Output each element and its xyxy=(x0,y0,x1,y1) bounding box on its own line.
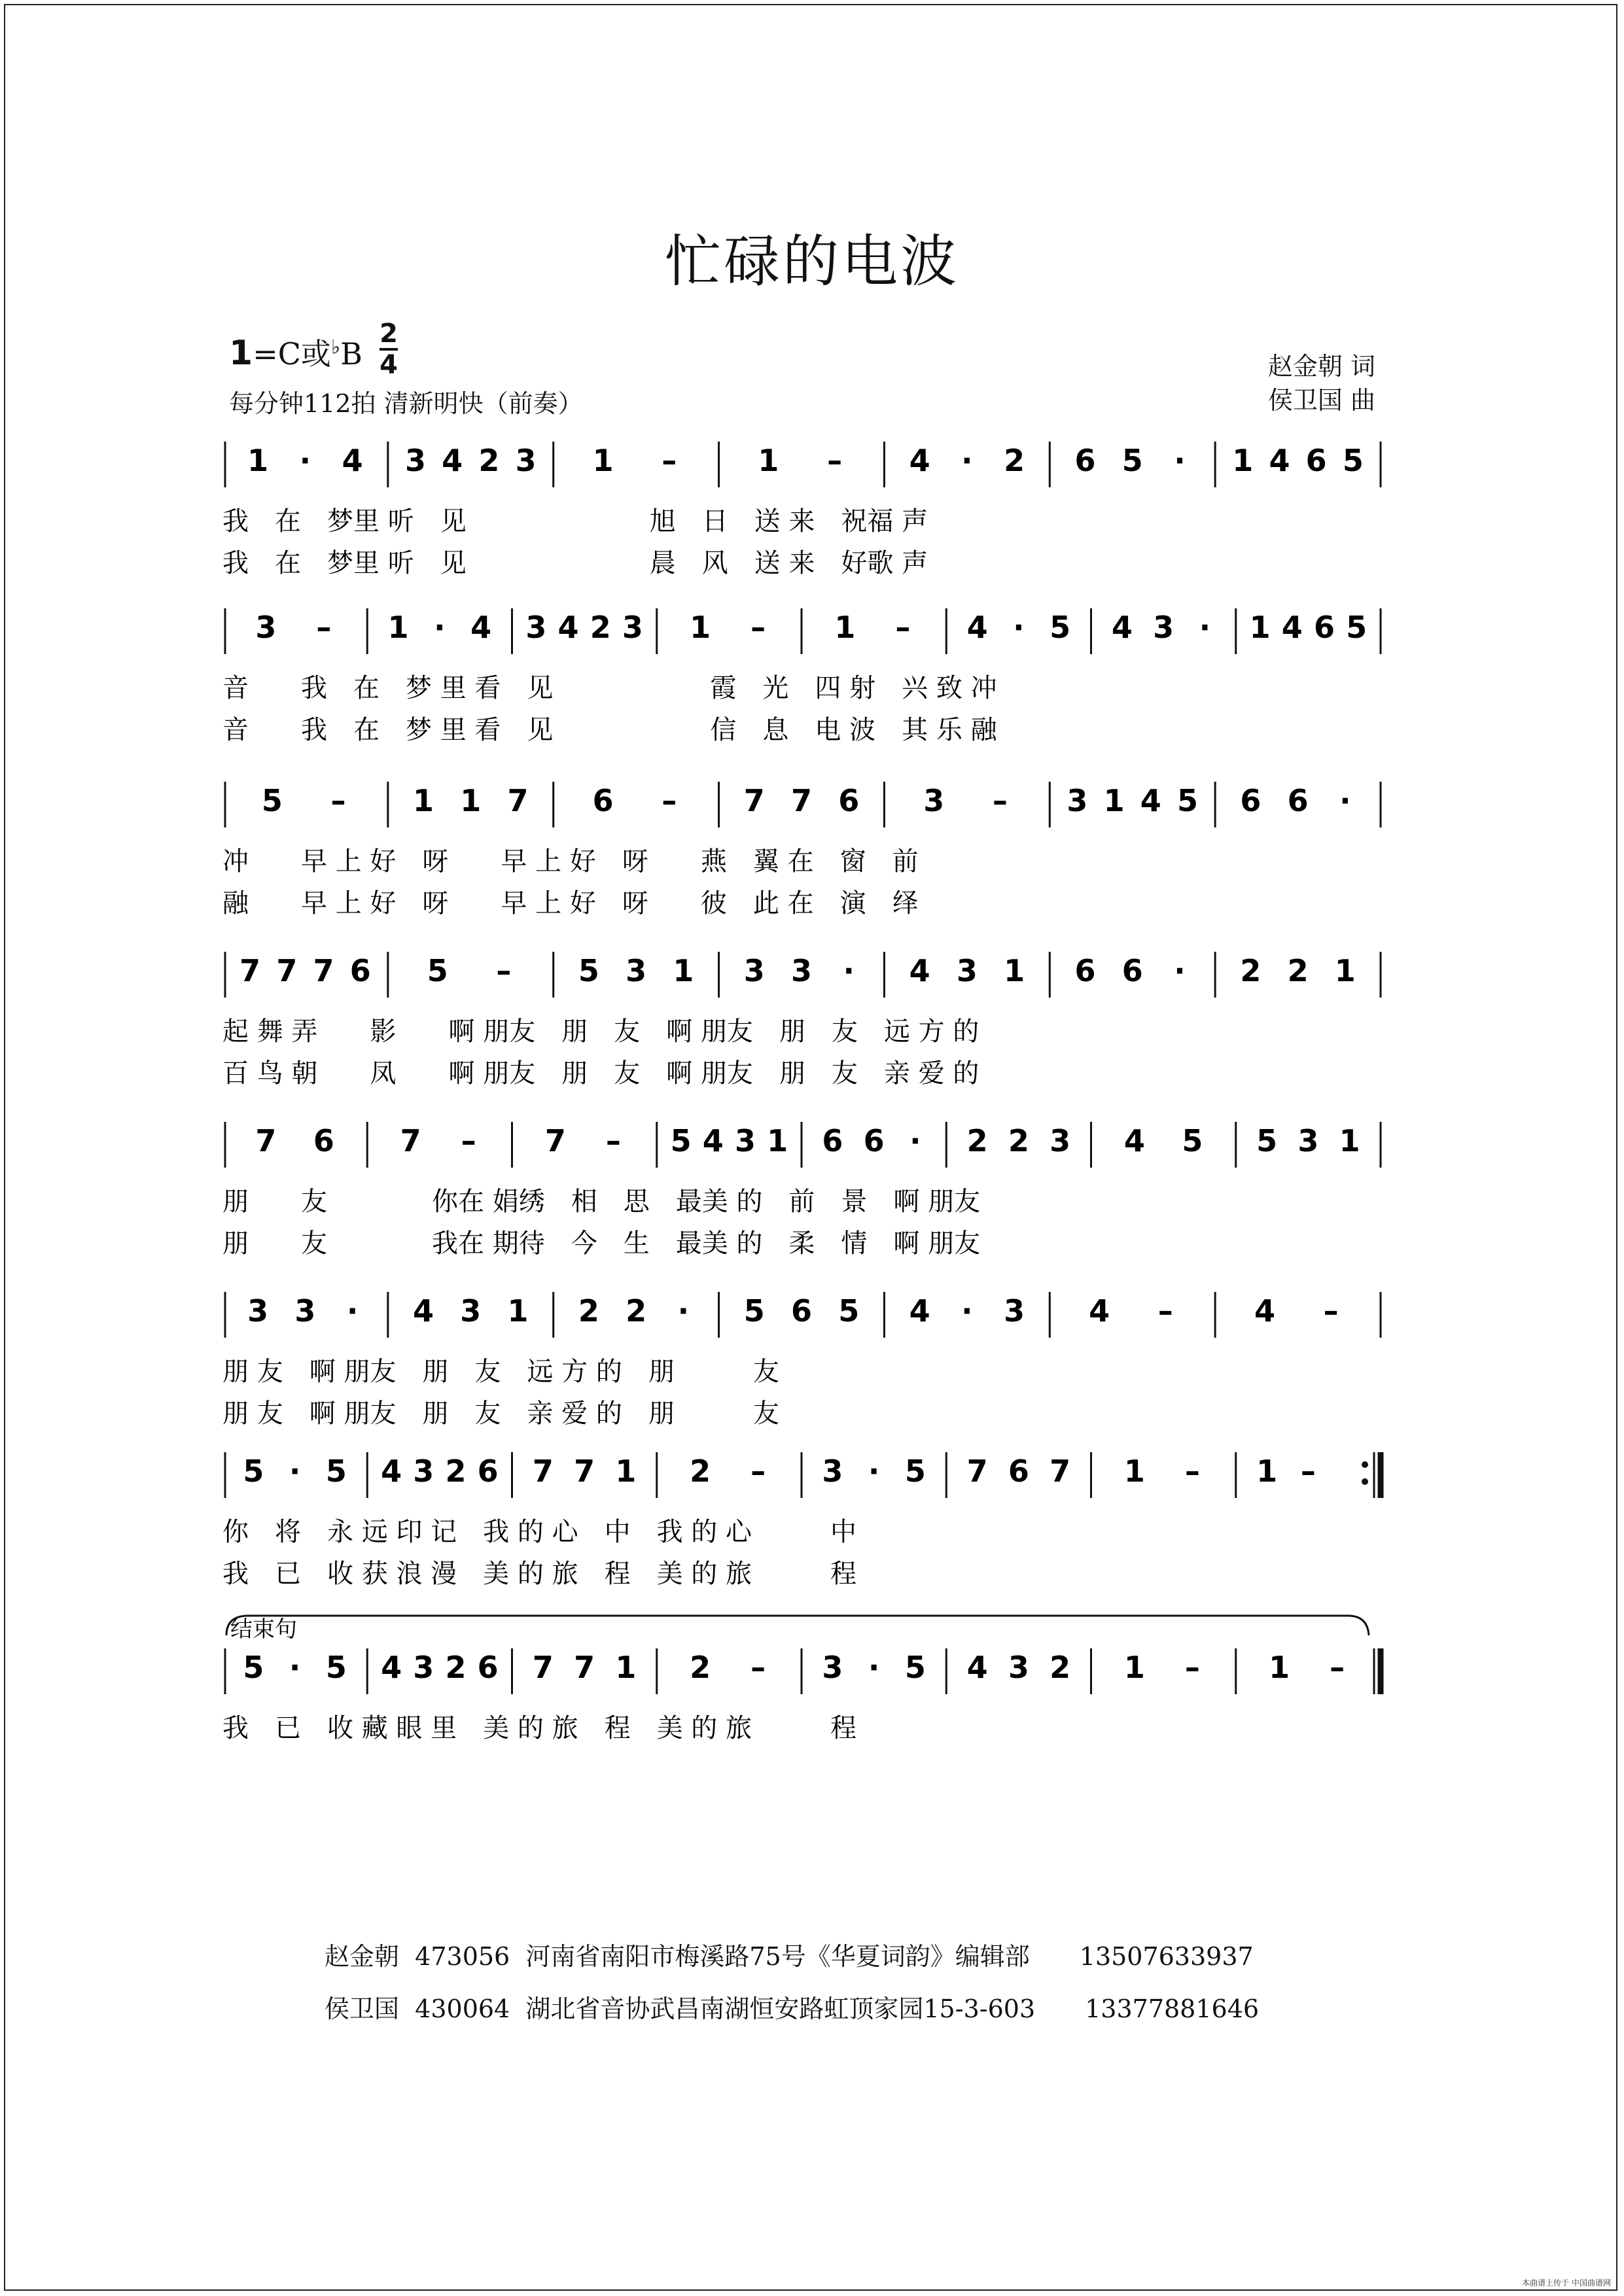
note: 1 xyxy=(615,1650,637,1685)
lyric-line: 音 我 在 梦 里 看 见 霞 光 四 射 兴 致 冲 xyxy=(222,673,997,703)
note: 4 xyxy=(381,1453,402,1489)
note: 1 xyxy=(767,1123,788,1158)
note: 1 xyxy=(1123,1453,1145,1489)
note: 1 xyxy=(1004,953,1025,988)
note: · xyxy=(289,1453,301,1489)
lyric-line: 我 在 梦里 听 见 晨 风 送 来 好歌 声 xyxy=(222,548,928,578)
note: 4 xyxy=(1254,1293,1276,1329)
note: 6 xyxy=(790,1293,813,1329)
note: 5 xyxy=(904,1650,926,1685)
note: 3 xyxy=(1153,610,1174,645)
lyric-line: 我 已 收 获 浪 漫 美 的 旅 程 美 的 旅 程 xyxy=(222,1559,857,1589)
note: 3 xyxy=(294,1293,316,1329)
note: 3 xyxy=(790,953,813,988)
note: 6 xyxy=(477,1453,499,1489)
note: 5 xyxy=(1342,443,1364,478)
note: – xyxy=(1300,1453,1316,1489)
repeat-dot xyxy=(1362,1461,1368,1468)
composer-credit: 侯卫国 曲 xyxy=(1267,386,1375,415)
note: – xyxy=(496,953,512,988)
note: 1 xyxy=(758,443,779,478)
note: – xyxy=(992,783,1008,818)
note: 2 xyxy=(626,1293,647,1329)
note: 5 xyxy=(243,1453,264,1489)
note: 1 xyxy=(1232,443,1254,478)
note: 4 xyxy=(909,443,930,478)
note: 2 xyxy=(1004,443,1025,478)
lyric-line: 朋 友 你在 娟绣 相 思 最美 的 前 景 啊 朋友 xyxy=(222,1187,981,1217)
note: 2 xyxy=(445,1650,467,1685)
note: 3 xyxy=(1008,1650,1029,1685)
note: 3 xyxy=(247,1293,269,1329)
lyric-line: 融 早 上 好 呀 早 上 好 呀 彼 此 在 演 绎 xyxy=(222,888,919,918)
note: 3 xyxy=(822,1453,843,1489)
note: 5 xyxy=(1256,1123,1278,1158)
note: 2 xyxy=(690,1650,711,1685)
note: 6 xyxy=(822,1123,843,1158)
note: 7 xyxy=(400,1123,421,1158)
lyricist-credit: 赵金朝 词 xyxy=(1267,352,1375,381)
note: 6 xyxy=(863,1123,885,1158)
note: 7 xyxy=(532,1650,554,1685)
note: 1 xyxy=(834,610,856,645)
note: 7 xyxy=(255,1123,277,1158)
note: 6 xyxy=(477,1650,499,1685)
lyric-line: 起 舞 弄 影 啊 朋友 朋 友 啊 朋友 朋 友 远 方 的 xyxy=(222,1017,980,1047)
note: · xyxy=(868,1453,880,1489)
note: 1 xyxy=(1256,1453,1278,1489)
note: 5 xyxy=(1176,783,1199,818)
note: 7 xyxy=(313,953,334,988)
note: 2 xyxy=(1287,953,1309,988)
note: 1 xyxy=(1334,953,1356,988)
note: · xyxy=(1174,443,1186,478)
note: 6 xyxy=(1313,610,1335,645)
note: 4 xyxy=(966,1650,988,1685)
note: 1 xyxy=(592,443,614,478)
note: · xyxy=(961,1293,973,1329)
note: 3 xyxy=(956,953,978,988)
song-title: 忙碌的电波 xyxy=(665,229,959,294)
note: – xyxy=(1330,1650,1345,1685)
note: 7 xyxy=(790,783,813,818)
note: 4 xyxy=(1281,610,1303,645)
note: 7 xyxy=(966,1453,988,1489)
note: 6 xyxy=(592,783,614,818)
note: · xyxy=(1199,610,1211,645)
note: 1 xyxy=(1269,1650,1290,1685)
note: 2 xyxy=(966,1123,988,1158)
note: 6 xyxy=(1121,953,1143,988)
note: 4 xyxy=(1111,610,1133,645)
note: · xyxy=(961,443,973,478)
note: 5 xyxy=(325,1650,347,1685)
note: 3 xyxy=(1050,1123,1071,1158)
key-signature: 1=C或♭B xyxy=(229,334,362,373)
contact-line-lyricist: 赵金朝 473056 河南省南阳市梅溪路75号《华夏词韵》编辑部 13507633937 xyxy=(325,1942,1254,1971)
note: · xyxy=(1339,783,1351,818)
note: – xyxy=(750,1453,766,1489)
note: 5 xyxy=(578,953,599,988)
note: – xyxy=(605,1123,621,1158)
note: – xyxy=(1184,1650,1200,1685)
note: 1 xyxy=(413,783,434,818)
note: 5 xyxy=(1050,610,1071,645)
note: – xyxy=(461,1123,476,1158)
note: – xyxy=(1323,1293,1339,1329)
note: 6 xyxy=(1287,783,1309,818)
note: 1 xyxy=(460,783,482,818)
note: 7 xyxy=(532,1453,554,1489)
note: 3 xyxy=(743,953,765,988)
note: 5 xyxy=(427,953,448,988)
note: · xyxy=(909,1123,921,1158)
note: 7 xyxy=(743,783,765,818)
note: 2 xyxy=(690,1453,711,1489)
note: 3 xyxy=(822,1650,843,1685)
note: 1 xyxy=(615,1453,637,1489)
note: 3 xyxy=(404,443,427,478)
lyric-line: 你 将 永 远 印 记 我 的 心 中 我 的 心 中 xyxy=(222,1517,857,1547)
note: – xyxy=(330,783,346,818)
lyric-line: 朋 友 啊 朋友 朋 友 亲 爱 的 朋 友 xyxy=(222,1399,779,1429)
note: – xyxy=(662,783,677,818)
note: 2 xyxy=(1008,1123,1029,1158)
note: 5 xyxy=(243,1650,264,1685)
note: · xyxy=(346,1293,359,1329)
note: – xyxy=(1157,1293,1173,1329)
note: · xyxy=(289,1650,301,1685)
note: 3 xyxy=(626,953,647,988)
note: 1 xyxy=(1103,783,1125,818)
note: 1 xyxy=(1123,1650,1145,1685)
note: 6 xyxy=(349,953,371,988)
note: 2 xyxy=(590,610,611,645)
note: – xyxy=(750,1650,766,1685)
note: 3 xyxy=(923,783,945,818)
note: 4 xyxy=(1140,783,1161,818)
note: 3 xyxy=(734,1123,756,1158)
note: 5 xyxy=(1182,1123,1203,1158)
note: · xyxy=(677,1293,690,1329)
note: 4 xyxy=(1269,443,1290,478)
note: 5 xyxy=(838,1293,860,1329)
note: · xyxy=(868,1650,880,1685)
footer-watermark: 本曲谱上传于 中国曲谱网 xyxy=(1522,2278,1611,2287)
note: 3 xyxy=(1297,1123,1319,1158)
note: 3 xyxy=(413,1453,434,1489)
lyric-line: 我 已 收 藏 眼 里 美 的 旅 程 美 的 旅 程 xyxy=(222,1713,857,1743)
note: 4 xyxy=(1123,1123,1145,1158)
note: 4 xyxy=(909,953,930,988)
note: · xyxy=(434,610,446,645)
note: 1 xyxy=(247,443,269,478)
note: 2 xyxy=(1240,953,1262,988)
note: 6 xyxy=(313,1123,334,1158)
note: 1 xyxy=(1339,1123,1360,1158)
note: – xyxy=(750,610,766,645)
note: 5 xyxy=(1346,610,1368,645)
note: 3 xyxy=(255,610,277,645)
repeat-dot xyxy=(1362,1478,1368,1485)
note: 6 xyxy=(838,783,860,818)
note: 5 xyxy=(743,1293,765,1329)
note: 4 xyxy=(909,1293,930,1329)
note: 1 xyxy=(1249,610,1271,645)
note: 1 xyxy=(387,610,409,645)
note: 7 xyxy=(239,953,261,988)
ending-label: 结束句 xyxy=(230,1616,297,1643)
note: 3 xyxy=(413,1650,434,1685)
note: 4 xyxy=(557,610,579,645)
ending-bracket xyxy=(226,1616,1369,1635)
note: 5 xyxy=(325,1453,347,1489)
note: 6 xyxy=(1008,1453,1029,1489)
lyric-line: 冲 早 上 好 呀 早 上 好 呀 燕 翼 在 窗 前 xyxy=(222,846,919,877)
note: 2 xyxy=(1050,1650,1071,1685)
note: · xyxy=(843,953,855,988)
note: 3 xyxy=(525,610,547,645)
note: 3 xyxy=(460,1293,482,1329)
note: · xyxy=(1013,610,1025,645)
note: 4 xyxy=(413,1293,434,1329)
note: 6 xyxy=(1240,783,1262,818)
note: 3 xyxy=(1004,1293,1025,1329)
note: 4 xyxy=(442,443,463,478)
lyric-line: 音 我 在 梦 里 看 见 信 息 电 波 其 乐 融 xyxy=(222,715,997,745)
note: 6 xyxy=(1074,443,1096,478)
time-signature: 2 4 xyxy=(380,319,398,380)
note: 5 xyxy=(670,1123,692,1158)
note: 7 xyxy=(276,953,298,988)
note: 7 xyxy=(574,1650,595,1685)
note: · xyxy=(1174,953,1186,988)
note: 7 xyxy=(1050,1453,1071,1489)
note: 4 xyxy=(470,610,492,645)
note: 4 xyxy=(342,443,363,478)
note: – xyxy=(662,443,677,478)
note: 5 xyxy=(261,783,283,818)
note: 7 xyxy=(544,1123,566,1158)
note: 4 xyxy=(1089,1293,1110,1329)
note: – xyxy=(895,610,911,645)
note: · xyxy=(299,443,311,478)
note: 1 xyxy=(673,953,694,988)
note: 3 xyxy=(622,610,643,645)
lyric-line: 朋 友 我在 期待 今 生 最美 的 柔 情 啊 朋友 xyxy=(222,1228,981,1259)
note: 1 xyxy=(690,610,711,645)
tempo-marking: 每分钟112拍 清新明快（前奏） xyxy=(229,389,583,418)
note: 4 xyxy=(966,610,988,645)
note: 3 xyxy=(515,443,537,478)
lyric-line: 朋 友 啊 朋友 朋 友 远 方 的 朋 友 xyxy=(222,1357,779,1387)
note: 2 xyxy=(578,1293,599,1329)
note: – xyxy=(316,610,332,645)
note: 5 xyxy=(904,1453,926,1489)
note: 1 xyxy=(507,1293,529,1329)
note: 4 xyxy=(702,1123,724,1158)
note: 5 xyxy=(1121,443,1143,478)
note: 2 xyxy=(445,1453,467,1489)
note: – xyxy=(1184,1453,1200,1489)
note: 6 xyxy=(1074,953,1096,988)
note: – xyxy=(827,443,843,478)
note: 6 xyxy=(1305,443,1327,478)
note: 4 xyxy=(381,1650,402,1685)
lyric-line: 百 鸟 朝 凤 啊 朋友 朋 友 啊 朋友 朋 友 亲 爱 的 xyxy=(222,1058,980,1088)
lyric-line: 我 在 梦里 听 见 旭 日 送 来 祝福 声 xyxy=(222,506,928,536)
note: 7 xyxy=(507,783,529,818)
note: 3 xyxy=(1067,783,1088,818)
contact-line-composer: 侯卫国 430064 湖北省音协武昌南湖恒安路虹顶家园15-3-603 13377881646 xyxy=(325,1994,1260,2023)
note: 7 xyxy=(574,1453,595,1489)
note: 2 xyxy=(478,443,500,478)
